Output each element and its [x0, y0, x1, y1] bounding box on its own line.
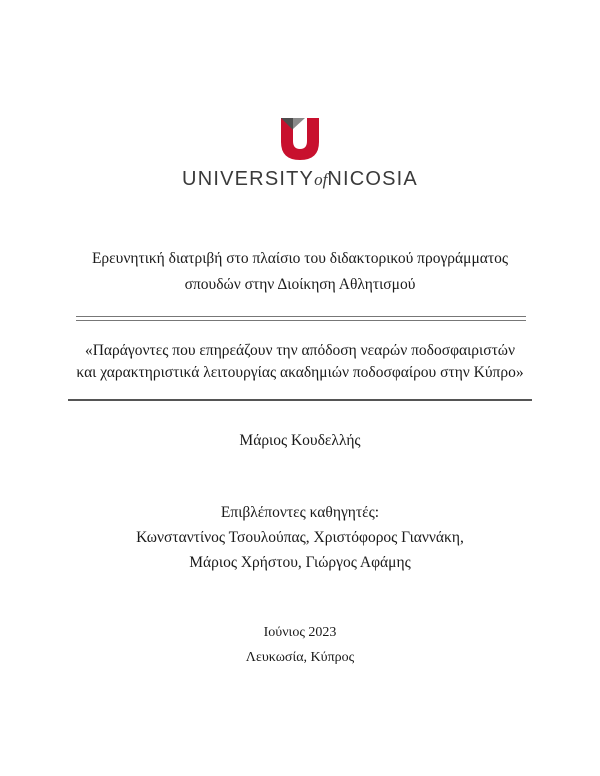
thesis-description	[0, 246, 600, 298]
thick-divider	[68, 399, 532, 401]
wordmark-of: of	[314, 170, 328, 189]
submission-date: Ιούνιος 2023	[263, 625, 337, 640]
supervisors-heading: Επιβλέποντες καθηγητές:	[220, 504, 380, 521]
title-line-2: και χαρακτηριστικά λειτουργίας ακαδημιών ποδοσφαίρου στην Κύπρο»	[76, 364, 524, 381]
wordmark-university: UNIVERSITY	[182, 168, 315, 190]
author-name: Μάριος Κουδελλής	[239, 432, 361, 449]
thesis-title	[0, 340, 600, 384]
description-line-2: σπουδών στην Διοίκηση Αθλητισμού	[184, 276, 416, 293]
supervisors-line-2: Μάριος Χρήστου, Γιώργος Αφάμης	[189, 554, 411, 571]
description-line-1: Ερευνητική διατριβή στο πλαίσιο του διδακτορικού προγράμματος	[91, 250, 509, 267]
supervisors-block	[0, 500, 600, 575]
submission-place: Λευκωσία, Κύπρος	[245, 650, 355, 665]
wordmark-nicosia: NICOSIA	[327, 168, 418, 190]
supervisors-line-1: Κωνσταντίνος Τσουλούπας, Χριστόφορος Γιαννάκη,	[136, 529, 464, 546]
double-divider	[76, 316, 526, 321]
title-line-1: «Παράγοντες που επηρεάζουν την απόδοση νεαρών ποδοσφαιριστών	[84, 342, 516, 359]
footer-block	[0, 620, 600, 670]
university-logo-icon	[281, 118, 319, 160]
university-wordmark	[0, 168, 600, 191]
